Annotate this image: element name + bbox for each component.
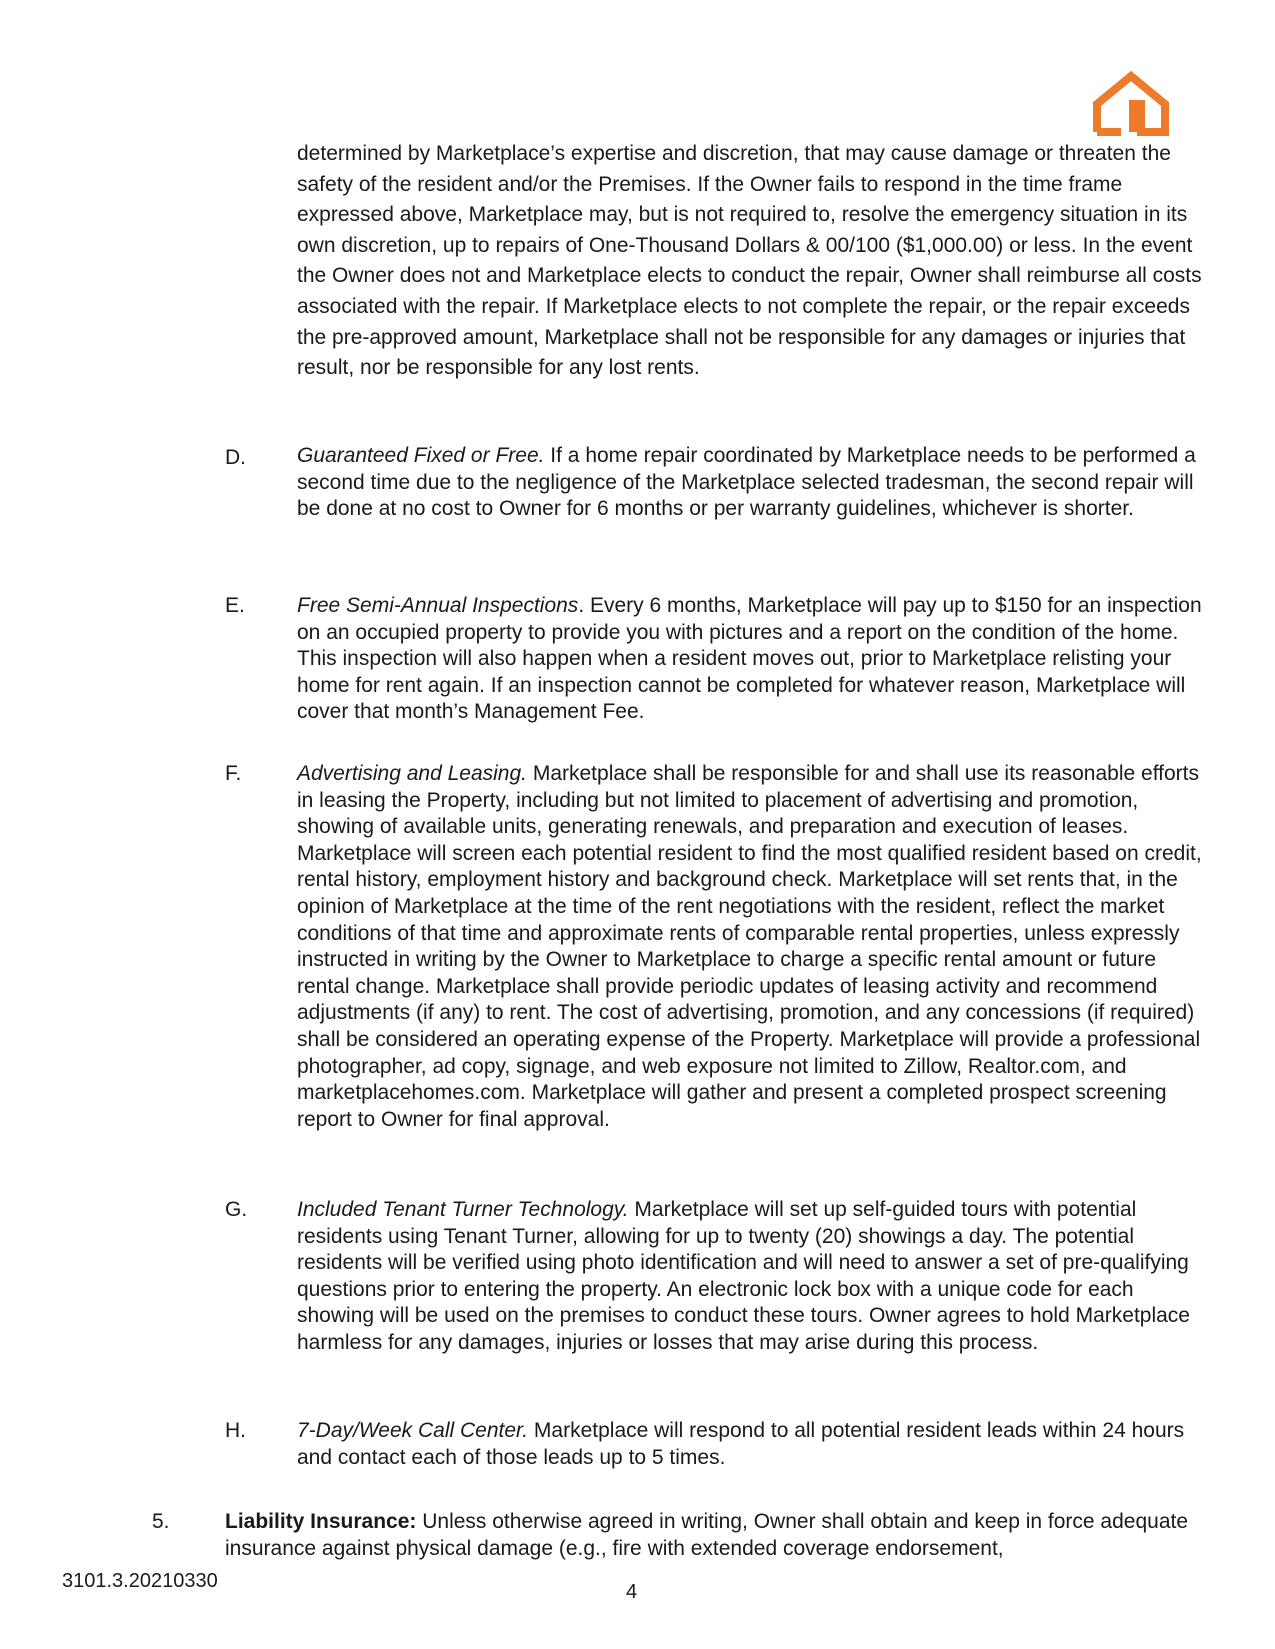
item-title: Guaranteed Fixed or Free. [297,444,545,467]
continued-paragraph: determined by Marketplace’s expertise and discretion, that may cause damage or threaten the safety of the resident and/or the Premises. If the Owner fails to respond in the time frame expressed above, Marketplace may, but is not required to, resolve the emergency situation in its own discretion, up to repairs of One-Thousand Dollars & 00/100 ($1,000.00) or less. In the event the Owner does not and Marketplace elects to conduct the repair, Owner shall reimburse all costs associated with the repair. If Marketplace elects to not complete the repair, or the repair exceeds the pre-approved amount, Marketplace shall not be responsible for any damages or injuries that result, nor be responsible for any lost rents. [297,142,1202,380]
item-letter: F. [225,762,242,785]
house-logo-icon [1091,70,1171,140]
item-body [297,761,1202,1133]
item-title: Advertising and Leasing. [297,762,527,785]
document-code: 3101.3.20210330 [62,1570,218,1592]
section-heading: Liability Insurance: [225,1510,417,1533]
item-letter: H. [225,1419,246,1442]
item-title: 7-Day/Week Call Center. [297,1419,529,1442]
item-body [297,1197,1202,1357]
item-text: If a home repair coordinated by Marketplace needs to be performed a second time due to the negligence of the Marketplace selected tradesman, the second repair will be done at no cost to Owner for 6 months or per warranty guidelines, whichever is shorter. [297,444,1196,521]
item-letter: G. [225,1198,248,1221]
item-text: . Every 6 months, Marketplace will pay up to $150 for an inspection on an occupied property to provide you with pictures and a report on the condition of the home. This inspection will also happen when a resident moves out, prior to Marketplace relisting your home for rent again. If an inspection cannot be completed for whatever reason, Marketplace will cover that month’s Management Fee. [297,594,1202,724]
item-body [297,1418,1202,1471]
item-text: Marketplace shall be responsible for and shall use its reasonable efforts in leasing the Property, including but not limited to placement of advertising and promotion, showing of available units, generating renewals, and preparation and execution of leases. Marketplace will screen each potential resident to find the most qualified resident based on credit, rental history, employment history and background check. Marketplace will set rents that, in the opinion of Marketplace at the time of the rent negotiations with the resident, reflect the market conditions of that time and approximate rents of comparable rental properties, unless expressly instructed in writing by the Owner to Marketplace to charge a specific rental amount or future rental change. Marketplace shall provide periodic updates of leasing activity and recommend adjustments (if any) to rent. The cost of advertising, promotion, and any concessions (if required) shall be considered an operating expense of the Property. Marketplace will provide a professional photographer, ad copy, signage, and web exposure not limited to Zillow, Realtor.com, and marketplacehomes.com. Marketplace will gather and present a completed prospect screening report to Owner for final approval. [297,762,1202,1131]
page-number: 4 [626,1581,638,1603]
section-number: 5. [152,1510,170,1533]
item-letter: D. [225,446,246,469]
item-text: Marketplace will respond to all potential resident leads within 24 hours and contact each of those leads up to 5 times. [297,1419,1185,1469]
item-title: Free Semi-Annual Inspections [297,594,579,617]
section-body [225,1509,1202,1562]
section-text: Unless otherwise agreed in writing, Owner shall obtain and keep in force adequate insurance against physical damage (e.g., fire with extended coverage endorsement, [225,1510,1189,1560]
item-title: Included Tenant Turner Technology. [297,1198,629,1221]
item-body [297,593,1202,726]
item-text: Marketplace will set up self-guided tours with potential residents using Tenant Turner, allowing for up to twenty (20) showings a day. The potential residents will be verified using photo identification and will need to answer a set of pre-qualifying questions prior to entering the property. An electronic lock box with a unique code for each showing will be used on the premises to conduct these tours. Owner agrees to hold Marketplace harmless for any damages, injuries or losses that may arise during this process. [297,1198,1190,1354]
item-body [297,443,1202,523]
item-letter: E. [225,594,245,617]
